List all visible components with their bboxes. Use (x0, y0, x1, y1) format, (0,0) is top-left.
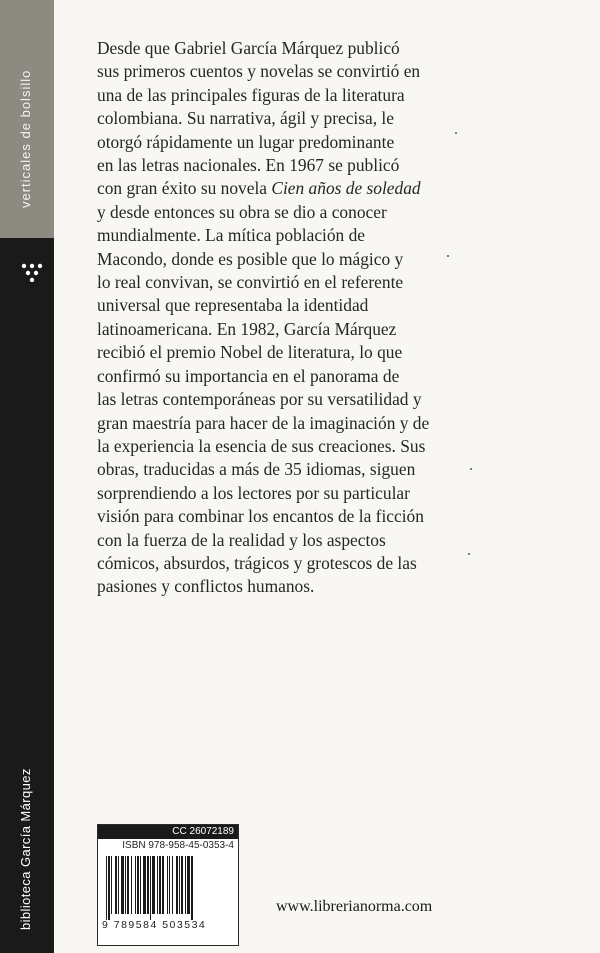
barcode-bar (108, 856, 110, 920)
barcode-bar (143, 856, 146, 914)
barcode-bar (152, 856, 155, 914)
blurb-line: obras, traducidas a más de 35 idiomas, siguen (97, 459, 416, 480)
cc-code: CC 26072189 (98, 825, 238, 839)
barcode-bar (111, 856, 112, 914)
blurb-line: en las letras nacionales. En 1967 se publicó (97, 155, 400, 176)
blurb-line: visión para combinar los encantos de la ficción (97, 506, 424, 527)
paper-speck (470, 468, 472, 470)
barcode-bar (106, 856, 107, 920)
blurb-line: latinoamericana. En 1982, García Márquez (97, 318, 397, 339)
barcode-bar (150, 856, 151, 920)
barcode-bar (121, 856, 124, 914)
blurb-line: universal que representaba la identidad (97, 295, 369, 316)
barcode-bar (187, 856, 190, 914)
barcode-label (97, 824, 239, 946)
barcode-bar (131, 856, 132, 914)
blurb-line: Desde que Gabriel García Márquez publicó (97, 38, 400, 58)
blurb-line: cómicos, absurdos, trágicos y grotescos de las (97, 552, 417, 573)
barcode-bar (191, 856, 193, 920)
blurb-line: mundialmente. La mítica población de (97, 225, 366, 246)
barcode-bar (185, 856, 186, 914)
paper-speck (455, 132, 457, 134)
blurb-line (97, 177, 567, 200)
barcode-bar (115, 856, 117, 914)
novel-title: Cien años de soledad (271, 178, 421, 199)
barcode-bar (159, 856, 161, 914)
blurb-line: una de las principales figuras de la literatura (97, 84, 405, 105)
blurb-line: gran maestría para hacer de la imaginación y de (97, 412, 430, 433)
blurb-line: confirmó su importancia en el panorama de (97, 365, 400, 386)
barcode-bar (140, 856, 141, 914)
series-name: verticales de bolsillo (18, 69, 33, 208)
blurb-line: las letras contemporáneas por su versatilidad y (97, 389, 422, 410)
barcode-bar (135, 856, 136, 914)
blurb-line: la experiencia la esencia de sus creaciones. Sus (97, 435, 426, 456)
barcode-bars-icon (104, 856, 232, 920)
blurb-line: sus primeros cuentos y novelas se convirtió en (97, 61, 421, 82)
blurb-line: otorgó rápidamente un lugar predominante (97, 131, 395, 152)
isbn-code: ISBN 978-958-45-0353-4 (122, 840, 234, 851)
paper-speck (447, 255, 449, 257)
blurb-line: recibió el premio Nobel de literatura, lo que (97, 342, 403, 363)
collection-name: biblioteca García Márquez (18, 768, 33, 930)
barcode-bar (176, 856, 178, 914)
publisher-logo-icon (20, 262, 44, 282)
blurb-line-text: con gran éxito su novela (97, 178, 267, 199)
blurb-line: lo real convivan, se convirtió en el referente (97, 272, 404, 293)
barcode-bar (157, 856, 158, 914)
publisher-website: www.librerianorma.com (276, 898, 433, 915)
barcode-bar (162, 856, 164, 914)
blurb-line: y desde entonces su obra se dio a conocer (97, 201, 387, 222)
blurb-line: colombiana. Su narrativa, ágil y precisa, le (97, 108, 394, 129)
barcode-bar (167, 856, 168, 914)
blurb-line: Macondo, donde es posible que lo mágico y (97, 248, 404, 269)
barcode-bar (118, 856, 119, 914)
barcode-bar (137, 856, 139, 914)
barcode-bar (172, 856, 173, 914)
barcode-bar (147, 856, 149, 914)
barcode-bar (179, 856, 180, 914)
blurb-line: sorprendiendo a los lectores por su particular (97, 482, 410, 503)
barcode-bar (169, 856, 170, 914)
blurb-line: con la fuerza de la realidad y los aspectos (97, 529, 386, 550)
barcode-digits: 9 789584 503534 (102, 919, 207, 931)
barcode-bar (125, 856, 126, 914)
blurb-text (97, 37, 567, 599)
barcode-bar (181, 856, 183, 914)
paper-speck (468, 553, 470, 555)
blurb-line: pasiones y conflictos humanos. (97, 576, 315, 597)
barcode-bar (127, 856, 129, 914)
